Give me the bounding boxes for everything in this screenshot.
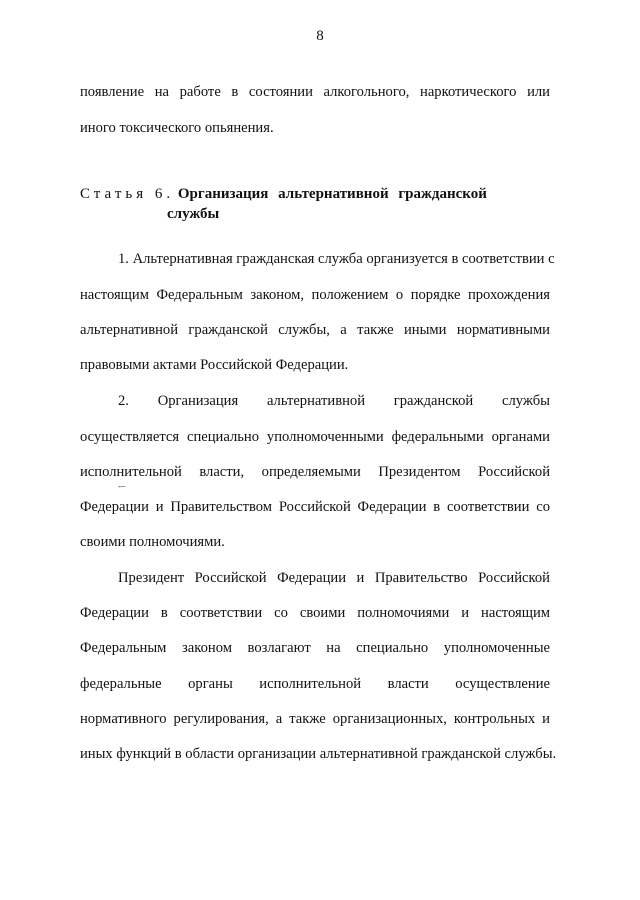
paragraph-1-line-2: настоящим Федеральным законом, положением о порядке прохождения bbox=[80, 287, 550, 303]
paragraph-3-line-1: Президент Российской Федерации и Правительство Российской bbox=[118, 570, 550, 586]
paragraph-1-line-1: 1. Альтернативная гражданская служба организуется в соответствии с bbox=[118, 251, 555, 267]
paragraph-2-line-5: своими полномочиями. bbox=[80, 534, 225, 550]
paragraph-3-line-2: Федерации в соответствии со своими полномочиями и настоящим bbox=[80, 605, 550, 621]
scan-mark: -‒ bbox=[118, 481, 126, 491]
paragraph-1-line-3: альтернативной гражданской службы, а также иными нормативными bbox=[80, 322, 550, 338]
article-title-line-1: Организация альтернативной гражданской bbox=[177, 186, 487, 202]
paragraph-2-line-2: осуществляется специально уполномоченными федеральными органами bbox=[80, 429, 550, 445]
paragraph-2-line-3: исполнительной власти, определяемыми Президентом Российской bbox=[80, 464, 550, 480]
paragraph-2-line-4: Федерации и Правительством Российской Федерации в соответствии со bbox=[80, 499, 550, 515]
paragraph-3-line-4: федеральные органы исполнительной власти осуществление bbox=[80, 676, 550, 692]
page-number: 8 bbox=[316, 28, 324, 44]
article-prefix: Статья 6. bbox=[80, 186, 175, 202]
article-title-line-2: службы bbox=[167, 206, 220, 222]
paragraph-3-line-3: Федеральным законом возлагают на специально уполномоченные bbox=[80, 640, 550, 656]
intro-line-2: иного токсического опьянения. bbox=[80, 120, 274, 136]
article-heading bbox=[80, 186, 487, 203]
paragraph-2-line-1: 2. Организация альтернативной гражданской службы bbox=[118, 393, 550, 409]
paragraph-1-line-4: правовыми актами Российской Федерации. bbox=[80, 357, 349, 373]
paragraph-3-line-6: иных функций в области организации альтернативной гражданской службы. bbox=[80, 746, 557, 762]
paragraph-3-line-5: нормативного регулирования, а также организационных, контрольных и bbox=[80, 711, 550, 727]
intro-line-1: появление на работе в состоянии алкогольного, наркотического или bbox=[80, 84, 550, 100]
